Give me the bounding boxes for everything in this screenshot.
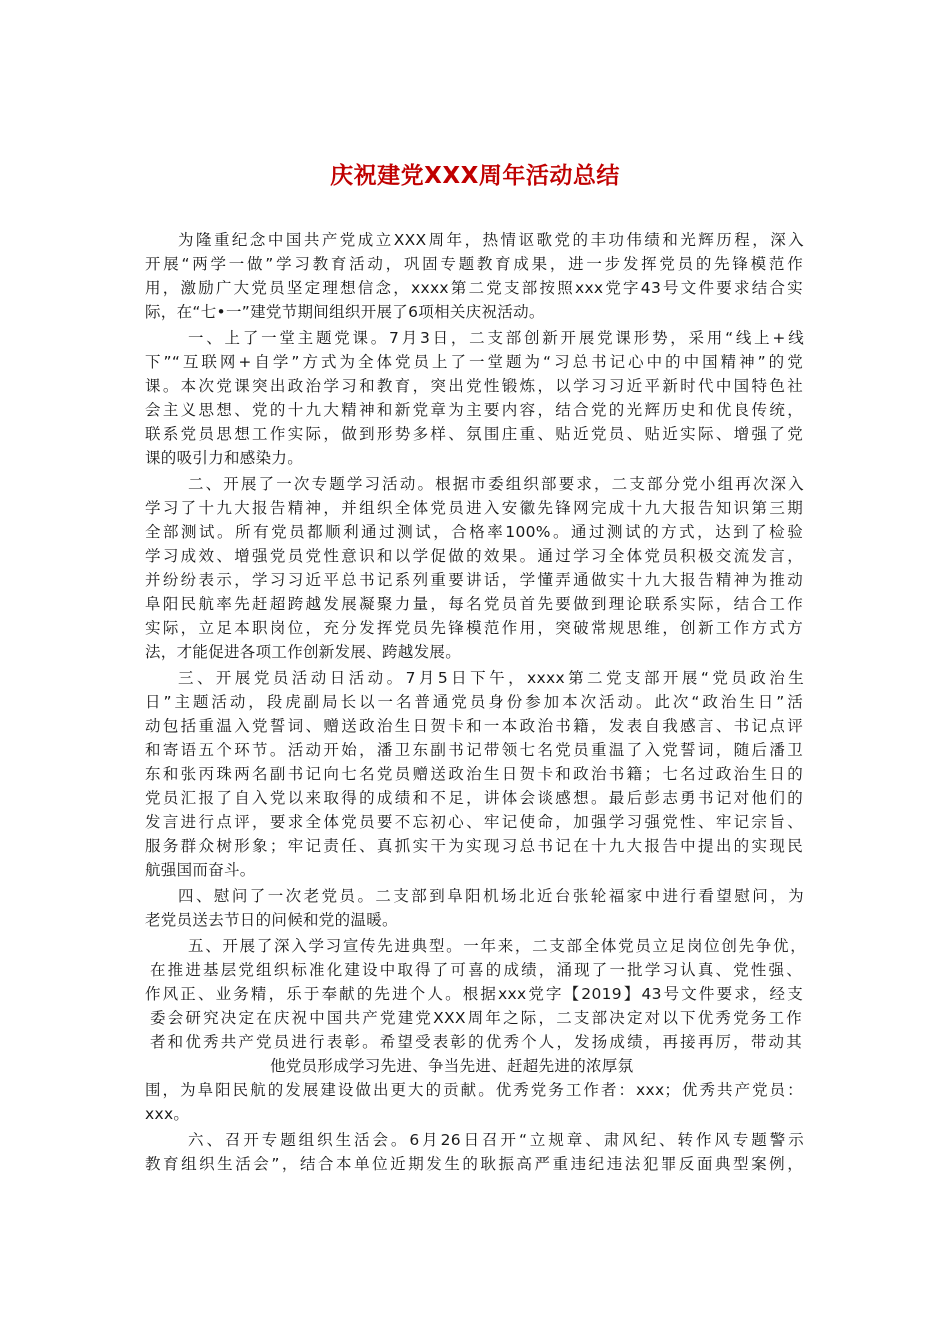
text-line: 会主义思想、党的十九大精神和新党章为主要内容，结合党的光辉历史和优良传统， [145, 401, 803, 419]
text-line: 实际，立足本职岗位，充分发挥党员先锋模范作用，突破常规思维，创新工作方式方 [145, 619, 803, 637]
text-line: 学习了十九大报告精神，并组织全体党员进入安徽先锋网完成十九大报告知识第三期 [145, 499, 803, 517]
text-line: 课的吸引力和感染力。 [145, 449, 304, 467]
text-line: 者和优秀共产党员进行表彰。希望受表彰的优秀个人，发扬成绩，再接再厉，带动其 [150, 1033, 802, 1051]
text-line: 二、开展了一次专题学习活动。根据市委组织部要求，二支部分党小组再次深入 [188, 475, 804, 493]
text-line: 老党员送去节日的问候和党的温暖。 [145, 911, 398, 929]
text-line: xxx。 [145, 1105, 190, 1123]
text-line: 作风正、业务精，乐于奉献的先进个人。根据xxx党字【2019】43号文件要求，经支 [145, 985, 803, 1003]
text-line: 下”“互联网+自学”方式为全体党员上了一堂题为“习总书记心中的中国精神”的党 [145, 353, 803, 371]
text-line: 并纷纷表示，学习习近平总书记系列重要讲话，学懂弄通做实十九大报告精神为推动 [145, 571, 803, 589]
text-line: 委会研究决定在庆祝中国共产党建党XXX周年之际，二支部决定对以下优秀党务工作 [150, 1009, 802, 1027]
text-line: 在推进基层党组织标准化建设中取得了可喜的成绩，涌现了一批学习认真、党性强、 [150, 961, 802, 979]
text-line: 发言进行点评，要求全体党员要不忘初心、牢记使命，加强学习强党性、牢记宗旨、 [145, 813, 803, 831]
text-line: 围，为阜阳民航的发展建设做出更大的贡献。优秀党务工作者：xxx；优秀共产党员： [145, 1081, 803, 1099]
text-line: 联系党员思想工作实际，做到形势多样、氛围庄重、贴近党员、贴近实际、增强了党 [145, 425, 803, 443]
text-line: 一、上了一堂主题党课。7月3日，二支部创新开展党课形势，采用“线上+线 [188, 329, 804, 347]
text-line: 服务群众树形象；牢记责任、真抓实干为实现习总书记在十九大报告中提出的实现民 [145, 837, 803, 855]
text-line: 三、开展党员活动日活动。7月5日下午，xxxx第二党支部开展“党员政治生 [178, 669, 804, 687]
text-line: 航强国而奋斗。 [145, 861, 256, 879]
text-line: 开展“两学一做”学习教育活动，巩固专题教育成果，进一步发挥党员的先锋模范作 [145, 255, 803, 273]
text-line: 为隆重纪念中国共产党成立XXX周年，热情讴歌党的丰功伟绩和光辉历程，深入 [178, 231, 804, 249]
text-line: 东和张丙珠两名副书记向七名党员赠送政治生日贺卡和政治书籍；七名过政治生日的 [145, 765, 803, 783]
text-line: 课。本次党课突出政治学习和教育，突出党性锻炼，以学习习近平新时代中国特色社 [145, 377, 803, 395]
text-line: 四、慰问了一次老党员。二支部到阜阳机场北近台张轮福家中进行看望慰问，为 [178, 887, 804, 905]
text-line: 教育组织生活会”，结合本单位近期发生的耿振高严重违纪违法犯罪反面典型案例， [145, 1155, 803, 1173]
text-line: 六、召开专题组织生活会。6月26日召开“立规章、肃风纪、转作风专题警示 [188, 1131, 804, 1149]
text-line: 际，在“七•一”建党节期间组织开展了6项相关庆祝活动。 [145, 303, 545, 321]
text-line: 全部测试。所有党员都顺利通过测试，合格率100%。通过测试的方式，达到了检验 [145, 523, 803, 541]
text-line: 日”主题活动，段虎副局长以一名普通党员身份参加本次活动。此次“政治生日”活 [145, 693, 803, 711]
text-line: 用，激励广大党员坚定理想信念，xxxx第二党支部按照xxx党字43号文件要求结合实 [145, 279, 803, 297]
text-line: 党员汇报了自入党以来取得的成绩和不足，讲体会谈感想。最后彭志勇书记对他们的 [145, 789, 803, 807]
text-line: 学习成效、增强党员党性意识和以学促做的效果。通过学习全体党员积极交流发言， [145, 547, 803, 565]
text-line: 他党员形成学习先进、争当先进、赶超先进的浓厚氛 [270, 1057, 634, 1075]
text-line: 阜阳民航率先赶超跨越发展凝聚力量，每名党员首先要做到理论联系实际，结合工作 [145, 595, 803, 613]
document-title: 庆祝建党XXX周年活动总结 [330, 163, 620, 189]
text-line: 五、开展了深入学习宣传先进典型。一年来，二支部全体党员立足岗位创先争优， [188, 937, 806, 955]
text-line: 和寄语五个环节。活动开始，潘卫东副书记带领七名党员重温了入党誓词，随后潘卫 [145, 741, 803, 759]
text-line: 法，才能促进各项工作创新发展、跨越发展。 [145, 643, 462, 661]
text-line: 动包括重温入党誓词、赠送政治生日贺卡和一本政治书籍，发表自我感言、书记点评 [145, 717, 803, 735]
